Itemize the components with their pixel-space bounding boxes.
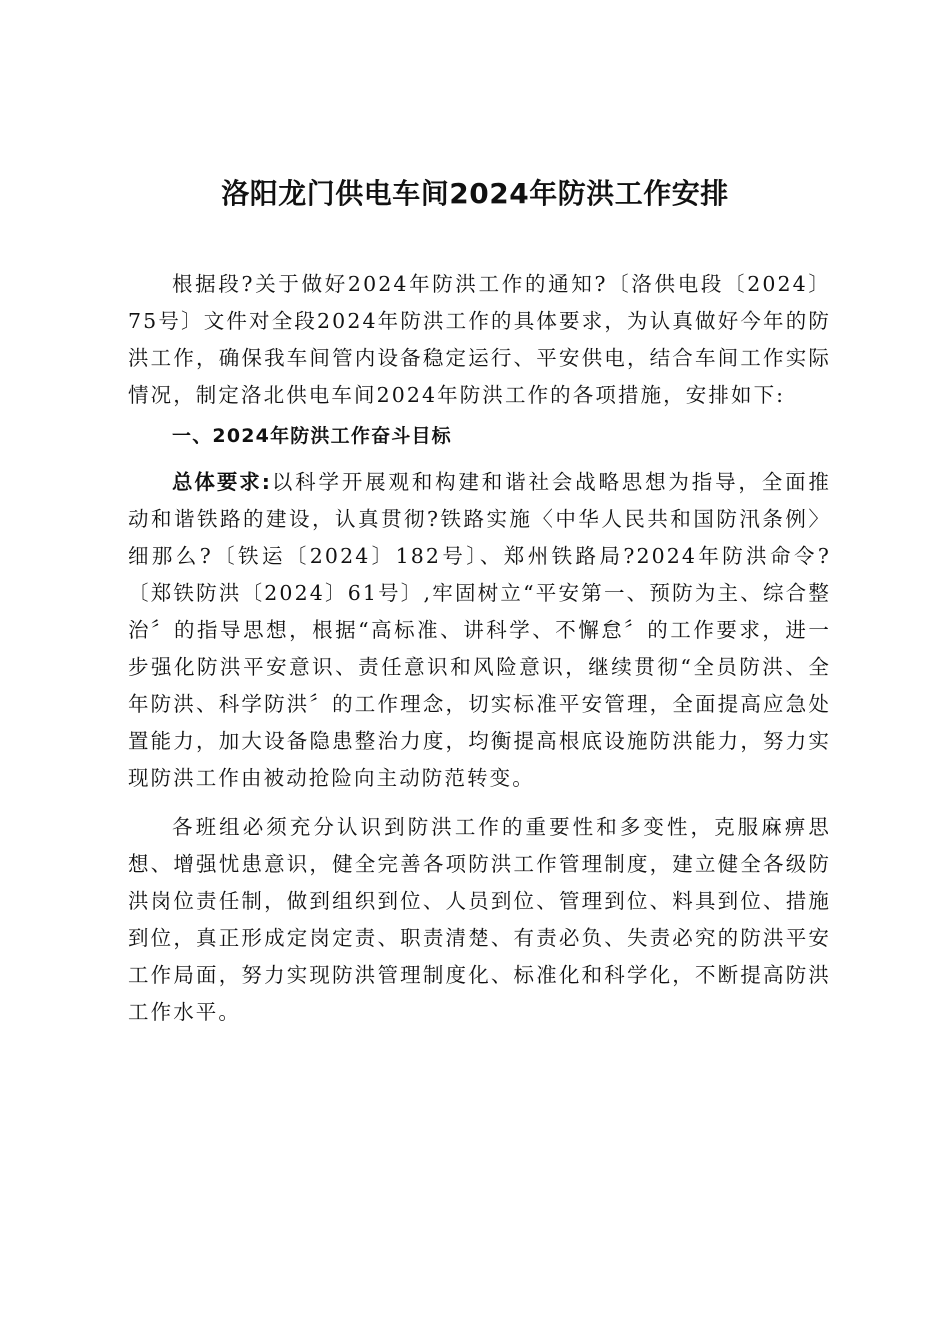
intro-paragraph: 根据段?关于做好2024年防洪工作的通知?〔洛供电段〔2024〕75号〕文件对全段2024年防洪工作的具体要求，为认真做好今年的防洪工作，确保我车间管内设备稳定运行、平安供电，结合车间工作实际情况，制定洛北供电车间2024年防洪工作的各项措施，安排如下: — [128, 272, 831, 407]
document-body — [128, 266, 831, 1031]
teams-paragraph: 各班组必须充分认识到防洪工作的重要性和多变性，克服麻痹思想、增强忧患意识，健全完善各项防洪工作管理制度，建立健全各级防洪岗位责任制，做到组织到位、人员到位、管理到位、料具到位、措施到位，真正形成定岗定责、职责清楚、有责必负、失责必究的防洪平安工作局面，努力实现防洪管理制度化、标准化和科学化，不断提高防洪工作水平。 — [128, 815, 831, 1024]
document-title: 洛阳龙门供电车间2024年防洪工作安排 — [221, 177, 729, 210]
overall-requirements-paragraph — [128, 464, 831, 797]
overall-requirements-text: 以科学开展观和构建和谐社会战略思想为指导，全面推动和谐铁路的建设，认真贯彻?铁路实施〈中华人民共和国防汛条例〉细那么?〔铁运〔2024〕182号〕、郑州铁路局?2024年防洪命令?〔郑铁防洪〔2024〕61号〕,牢固树立“平安第一、预防为主、综合整治〞的指导思想，根据“高标准、讲科学、不懈怠〞的工作要求，进一步强化防洪平安意识、责任意识和风险意识，继续贯彻“全员防洪、全年防洪、科学防洪〞的工作理念，切实标准平安管理，全面提高应急处置能力，加大设备隐患整治力度，均衡提高根底设施防洪能力，努力实现防洪工作由被动抢险向主动防范转变。 — [128, 470, 832, 790]
section-heading-goals: 一、2024年防洪工作奋斗目标 — [172, 425, 452, 447]
overall-requirements-label: 总体要求: — [172, 470, 272, 494]
